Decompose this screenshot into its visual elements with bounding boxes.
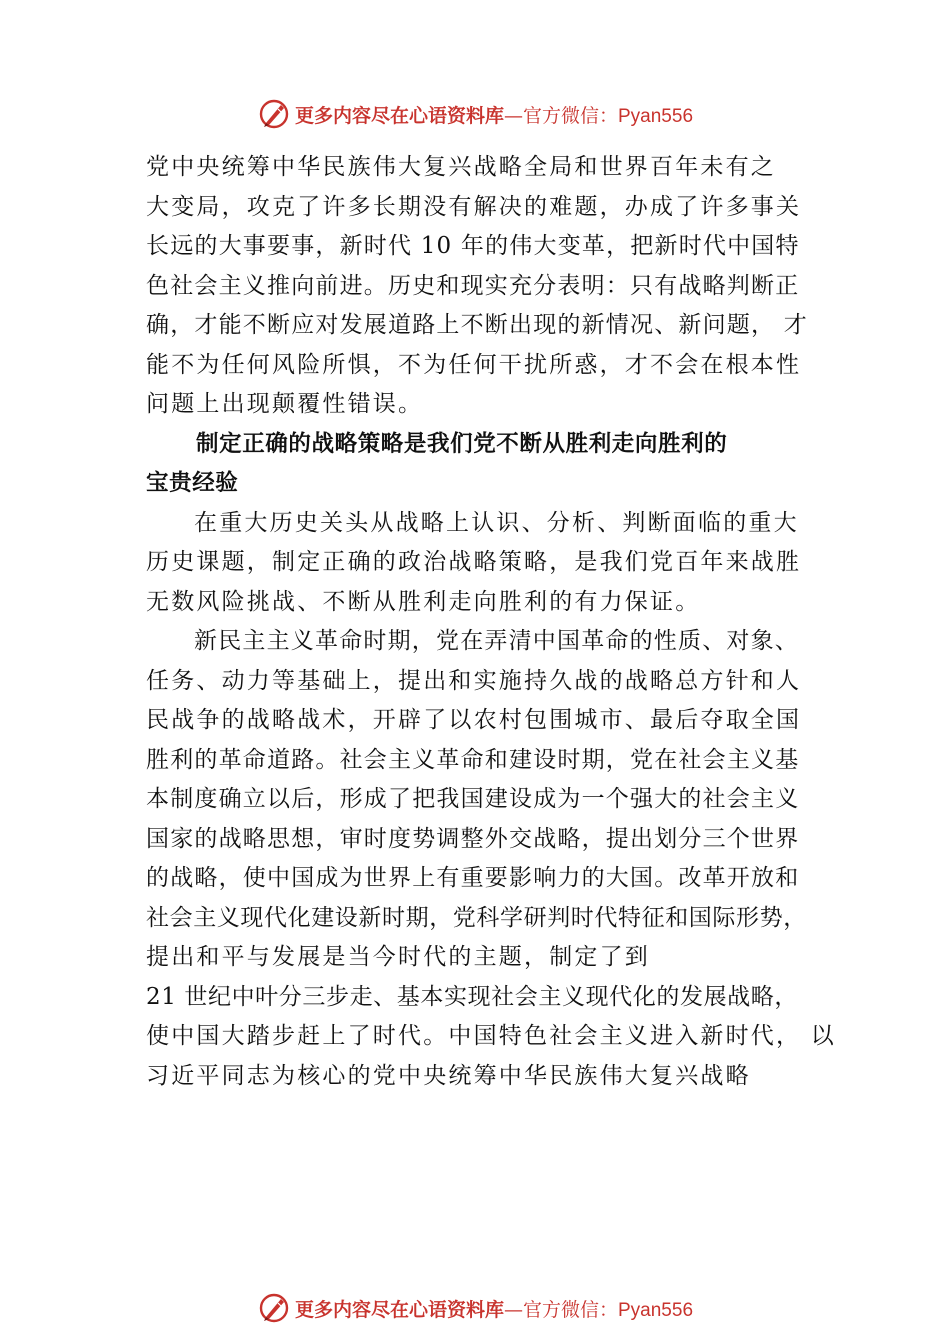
header-banner [0,94,950,134]
text-line: 21 世纪中叶分三步走、基本实现社会主义现代化的发展战略， [146,983,798,1010]
text-line: 长远的大事要事，新时代 10 年的伟大变革，把新时代中国特 [146,233,800,259]
text-line: 新民主主义革命时期，党在弄清中国革命的性质、对象、 [194,628,799,654]
footer-banner-wechat-id: Pyan556 [618,1299,694,1321]
text-line: 色社会主义推向前进。历史和现实充分表明：只有战略判断正 [146,272,800,299]
pen-logo-icon [257,97,291,131]
section-heading-continued: 宝贵经验 [146,470,239,496]
text-line: 本制度确立以后，形成了把我国建设成为一个强大的社会主义 [146,786,800,812]
header-banner-title: 更多内容尽在心语资料库 [294,104,504,127]
text-line: 党中央统筹中华民族伟大复兴战略全局和世界百年未有之 [146,154,776,180]
text-line: 大变局，攻克了许多长期没有解决的难题，办成了许多事关 [146,193,802,220]
document-body [146,148,836,1096]
text-line: 民战争的战略战术，开辟了以农村包围城市、最后夺取全国 [146,707,802,733]
text-line: 无数风险挑战、不断从胜利走向胜利的有力保证。 [146,588,701,615]
header-banner-wechat-label: —官方微信： [503,104,618,127]
text-line: 习近平同志为核心的党中央统筹中华民族伟大复兴战略 [146,1062,751,1089]
footer-banner-wechat-label: —官方微信： [503,1298,618,1321]
pen-logo-icon [257,1291,291,1325]
header-banner-wechat-id: Pyan556 [618,105,694,127]
text-line: 在重大历史关头从战略上认识、分析、判断面临的重大 [194,509,799,536]
text-line: 能不为任何风险所惧，不为任何干扰所惑，才不会在根本性 [146,351,802,378]
text-line: 历史课题，制定正确的政治战略策略，是我们党百年来战胜 [146,549,802,575]
header-banner-text [295,101,693,128]
text-line: 胜利的革命道路。社会主义革命和建设时期，党在社会主义基 [146,746,800,773]
text-line: 社会主义现代化建设新时期，党科学研判时代特征和国际形势， [146,904,807,931]
footer-banner [0,1288,950,1328]
text-line: 问题上出现颠覆性错误。 [146,391,424,417]
text-line: 使中国大踏步赶上了时代。中国特色社会主义进入新时代， 以 [146,1023,836,1049]
footer-banner-text [295,1295,693,1322]
text-line: 提出和平与发展是当今时代的主题，制定了到 [146,944,650,970]
text-line: 任务、动力等基础上，提出和实施持久战的战略总方针和人 [146,667,802,694]
footer-banner-title: 更多内容尽在心语资料库 [294,1298,504,1321]
text-line: 国家的战略思想，审时度势调整外交战略，提出划分三个世界 [146,825,800,852]
section-heading: 制定正确的战略策略是我们党不断从胜利走向胜利的 [196,430,728,457]
text-line: 的战略，使中国成为世界上有重要影响力的大国。改革开放和 [146,865,800,891]
text-line: 确，才能不断应对发展道路上不断出现的新情况、新问题， 才 [146,312,808,338]
